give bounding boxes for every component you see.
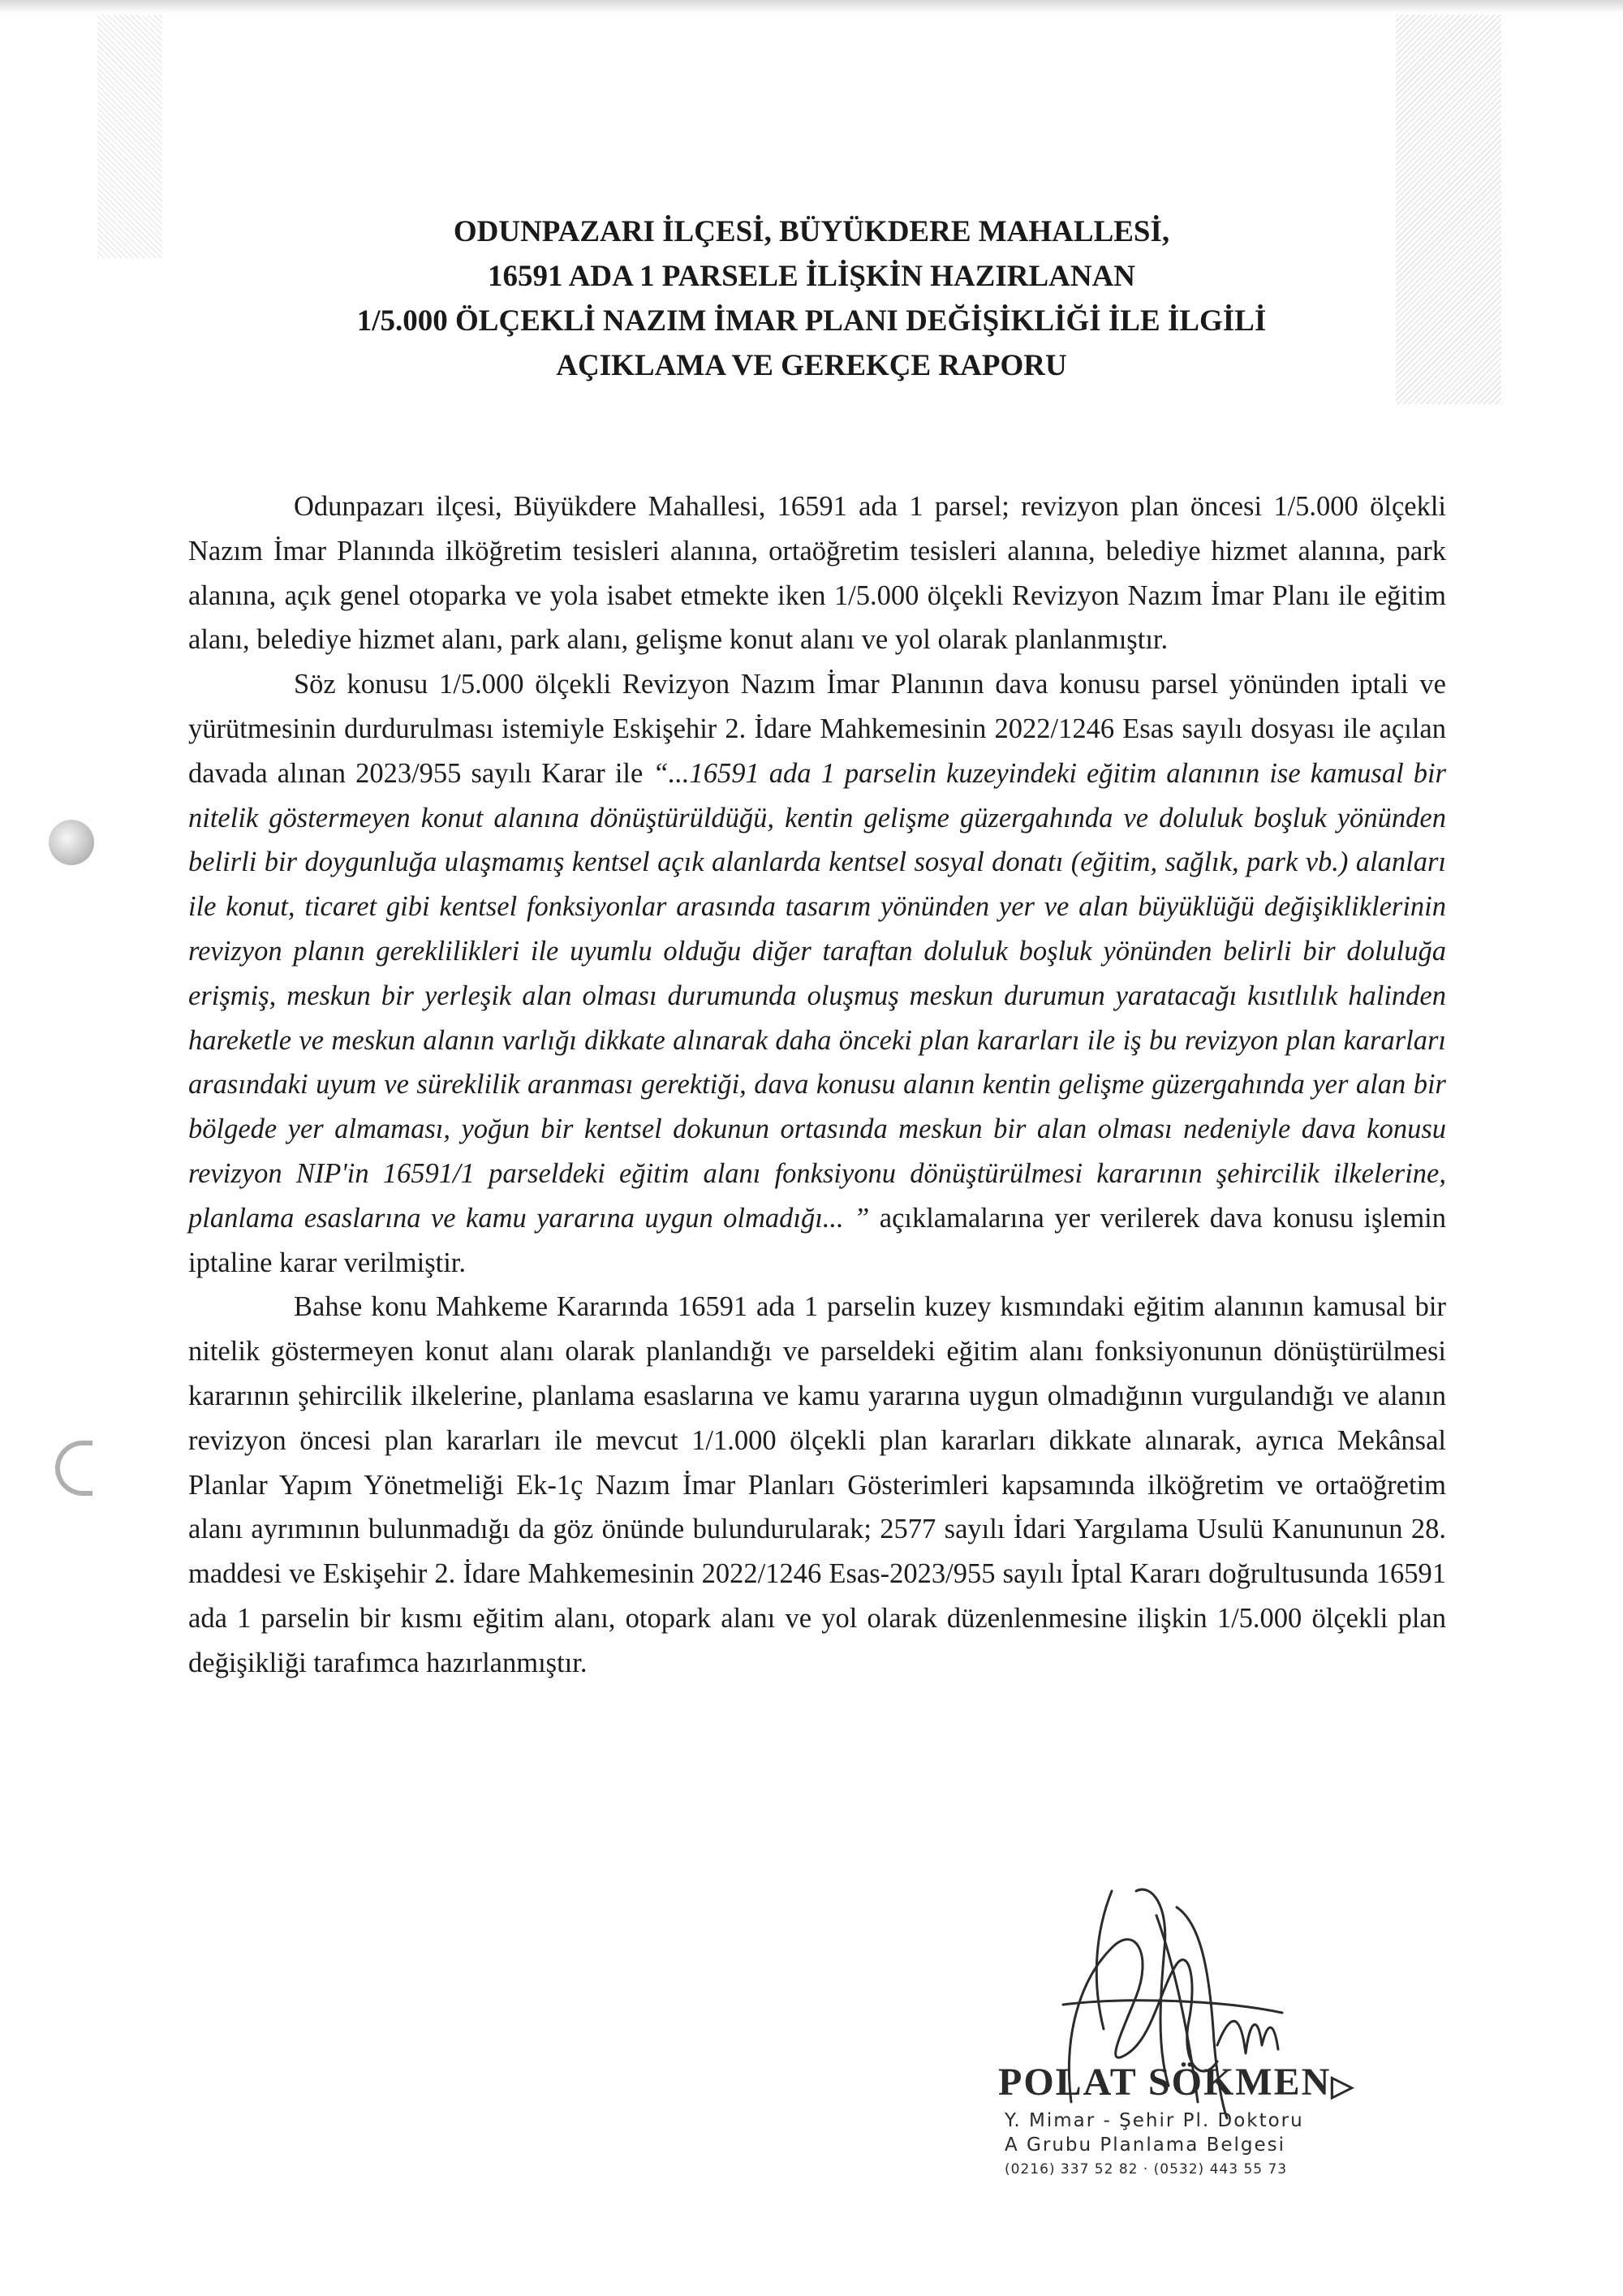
title-line-3: 1/5.000 ÖLÇEKLİ NAZIM İMAR PLANI DEĞİŞİKLİĞİ İLE İLGİLİ xyxy=(356,304,1267,338)
paragraph-3: Bahse konu Mahkeme Kararında 16591 ada 1 parselin kuzey kısmındaki eğitim alanının kamusal bir nitelik göstermeyen konut alanı olarak planlandığı ve parseldeki eğitim alanı fonksiyonunun dönüştürülmesi kararının şehircilik ilkelerine, planlama esaslarına ve kamu yararına uygun olmadığının vurgulandığı ve alanın revizyon öncesi plan kararları ile mevcut 1/1.000 ölçekli plan kararları dikkate alınarak, ayrıca Mekânsal Planlar Yapım Yönetmeliği Ek-1ç Nazım İmar Planları Gösterimleri kapsamında ilköğretim ve ortaöğretim alanı ayrımının bulunmadığı da göz önünde bulundurularak; 2577 sayılı İdari Yargılama Usulü Kanununun 28. maddesi ve Eskişehir 2. İdare Mahkemesinin 2022/1246 Esas-2023/955 sayılı İptal Kararı doğrultusunda 16591 ada 1 parselin bir kısmı eğitim alanı, otopark alanı ve yol olarak düzenlenmesine ilişkin 1/5.000 ölçekli plan değişikliği tarafımca hazırlanmıştır. xyxy=(188,1291,1446,1678)
paragraph-2 xyxy=(188,662,1446,1285)
title-line-4: AÇIKLAMA VE GEREKÇE RAPORU xyxy=(556,349,1067,382)
stamp-name: POLAT SÖKMEN xyxy=(998,2061,1332,2104)
title-line-2: 16591 ADA 1 PARSELE İLİŞKİN HAZIRLANAN xyxy=(487,260,1136,293)
chevron-right-icon: ▷ xyxy=(1331,2069,1355,2102)
stamp-name-row xyxy=(998,2060,1404,2109)
paragraph-1: Odunpazarı ilçesi, Büyükdere Mahallesi, 16591 ada 1 parsel; revizyon plan öncesi 1/5.000 ölçekli Nazım İmar Planında ilköğretim tesisleri alanına, ortaöğretim tesisleri alanına, belediye hizmet alanına, park alanına, açık genel otoparka ve yola isabet etmekte iken 1/5.000 ölçekli Revizyon Nazım İmar Planı ile eğitim alanı, belediye hizmet alanı, park alanı, gelişme konut alanı ve yol olarak planlanmıştır. xyxy=(188,491,1446,656)
clip-mark xyxy=(55,1441,93,1496)
stamp-certificate: A Grubu Planlama Belgesi xyxy=(1005,2134,1286,2156)
stamp-phones: (0216) 337 52 82 · (0532) 443 55 73 xyxy=(1005,2160,1288,2178)
signature-stamp xyxy=(998,2060,1404,2182)
stamp-title: Y. Mimar - Şehir Pl. Doktoru xyxy=(1005,2109,1304,2131)
paragraph-2-intro: Söz konusu 1/5.000 ölçekli Revizyon Nazım İmar Planının dava konusu parsel yönünden iptali ve yürütmesinin durdurulması istemiyle Eskişehir 2. İdare Mahkemesinin 2022/1246 Esas sayılı dosyası ile açılan davada alınan 2023/955 sayılı Karar ile xyxy=(188,669,1446,789)
document-title xyxy=(203,209,1420,388)
punch-hole xyxy=(49,820,94,865)
court-decision-quote: “...16591 ada 1 parselin kuzeyindeki eğitim alanının ise kamusal bir nitelik göstermeyen konut alanına dönüştürüldüğü, kentin gelişme güzergahında ve doluluk boşluk yönünden belirli bir doygunluğa ulaşmamış kentsel açık alanlarda kentsel sosyal donatı (eğitim, sağlık, park vb.) alanları ile konut, ticaret gibi kentsel fonksiyonlar arasında tasarım yönünden yer ve alan büyüklüğü değişikliklerinin revizyon planın gereklilikleri ile uyumlu olduğu diğer taraftan doluluk boşluk yönünden belirli bir doluluğa erişmiş, meskun bir yerleşik alan olması durumunda oluşmuş meskun durumun yaratacağı kısıtlılık halinden hareketle ve meskun alanın varlığı dikkate alınarak daha önceki plan kararları ile iş bu revizyon plan kararları arasındaki uyum ve süreklilik aranması gerektiği, dava konusu alanın kentin gelişme güzergahında yer alan bir bölgede yer almaması, yoğun bir kentsel dokunun ortasında meskun bir alan olması nedeniyle dava konusu revizyon NIP'in 16591/1 parseldeki eğitim alanı fonksiyonu dönüştürülmesi kararının şehircilik ilkelerine, planlama esaslarına ve kamu yararına uygun olmadığı... ” xyxy=(188,757,1447,1234)
title-line-1: ODUNPAZARI İLÇESİ, BÜYÜKDERE MAHALLESİ, xyxy=(453,215,1170,248)
scan-noise-left xyxy=(97,15,162,258)
paragraph-2-outro: açıklamalarına yer verilerek dava konusu işlemin iptaline karar verilmiştir. xyxy=(188,1202,1446,1278)
scan-top-edge xyxy=(0,0,1623,15)
report-body xyxy=(188,485,1446,1686)
